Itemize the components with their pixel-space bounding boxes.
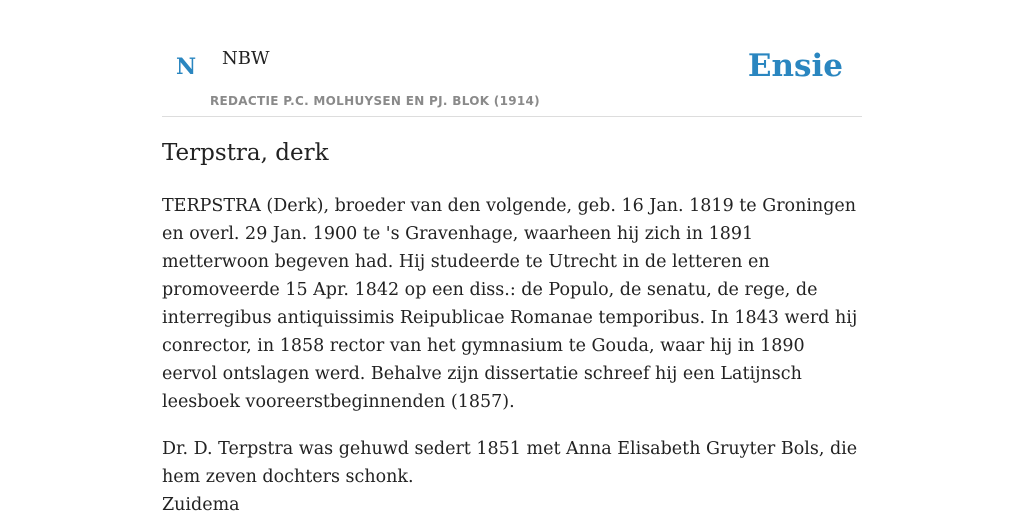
- brand-logo[interactable]: Ensie: [747, 48, 843, 84]
- article-body: [162, 192, 862, 510]
- article-paragraph: TERPSTRA (Derk), broeder van den volgende, geb. 16 Jan. 1819 te Groningen en overl. 29 Jan. 1900 te 's Gravenhage, waarheen hij zich in 1891 metterwoon begeven had. Hij studeerde te Utrecht in de letteren en promoveerde 15 Apr. 1842 op een diss.: de Populo, de senatu, de rege, de interregibus antiquissimis Reipublicae Romanae temporibus. In 1843 werd hij conrector, in 1858 rector van het gymnasium te Gouda, waar hij in 1890 eervol ontslagen werd. Behalve zijn dissertatie schreef hij een Latijnsch leesboek vooreerstbeginnenden (1857).: [162, 196, 858, 412]
- source-header: [162, 0, 862, 117]
- article-paragraph: Dr. D. Terpstra was gehuwd sedert 1851 met Anna Elisabeth Gruyter Bols, die hem zeven dochters schonk.: [162, 439, 858, 487]
- article-author: Zuidema: [162, 495, 240, 515]
- page: [162, 0, 862, 515]
- source-name[interactable]: NBW: [222, 48, 270, 69]
- source-subtitle: REDACTIE P.C. MOLHUYSEN EN PJ. BLOK (1914): [210, 94, 540, 108]
- source-logo[interactable]: N: [176, 54, 197, 80]
- article-title: Terpstra, derk: [162, 140, 329, 166]
